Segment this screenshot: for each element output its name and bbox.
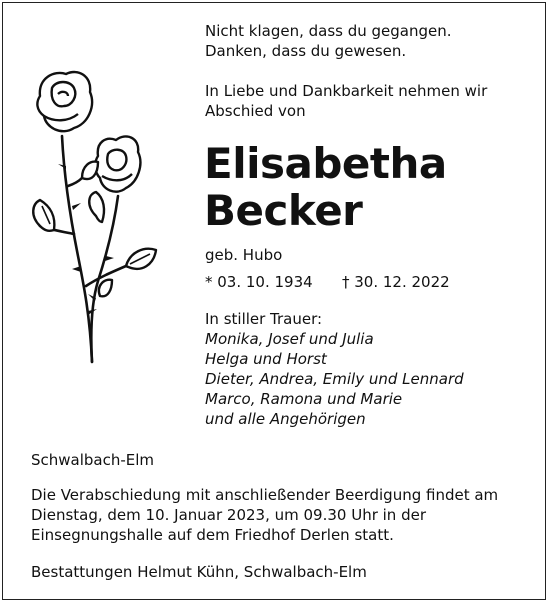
mourner-line: Dieter, Andrea, Emily und Lennard: [205, 370, 464, 388]
mourners-heading: In stiller Trauer:: [205, 310, 323, 328]
mourner-line: Marco, Ramona und Marie: [205, 390, 403, 408]
quote-line-2: Danken, dass du gewesen.: [205, 42, 407, 60]
birth-date: * 03. 10. 1934: [205, 273, 313, 291]
deceased-first-name: Elisabetha: [204, 139, 447, 188]
maiden-name: geb. Hubo: [205, 246, 283, 264]
undertaker: Bestattungen Helmut Kühn, Schwalbach-Elm: [31, 563, 367, 581]
deceased-last-name: Becker: [204, 186, 363, 235]
intro-line-2: Abschied von: [205, 102, 306, 120]
mourner-line: Helga und Horst: [205, 350, 327, 368]
funeral-line-1: Die Verabschiedung mit anschließender Beerdigung findet am: [31, 486, 499, 504]
mourner-line: Monika, Josef und Julia: [205, 330, 374, 348]
location: Schwalbach-Elm: [31, 451, 155, 469]
quote-line-1: Nicht klagen, dass du gegangen.: [205, 22, 452, 40]
mourner-line: und alle Angehörigen: [205, 410, 366, 428]
death-date: † 30. 12. 2022: [342, 273, 450, 291]
funeral-line-3: Einsegnungshalle auf dem Friedhof Derlen statt.: [31, 526, 394, 544]
intro-line-1: In Liebe und Dankbarkeit nehmen wir: [205, 82, 488, 100]
rose-icon: [26, 66, 166, 366]
funeral-line-2: Dienstag, dem 10. Januar 2023, um 09.30 Uhr in der: [31, 506, 426, 524]
